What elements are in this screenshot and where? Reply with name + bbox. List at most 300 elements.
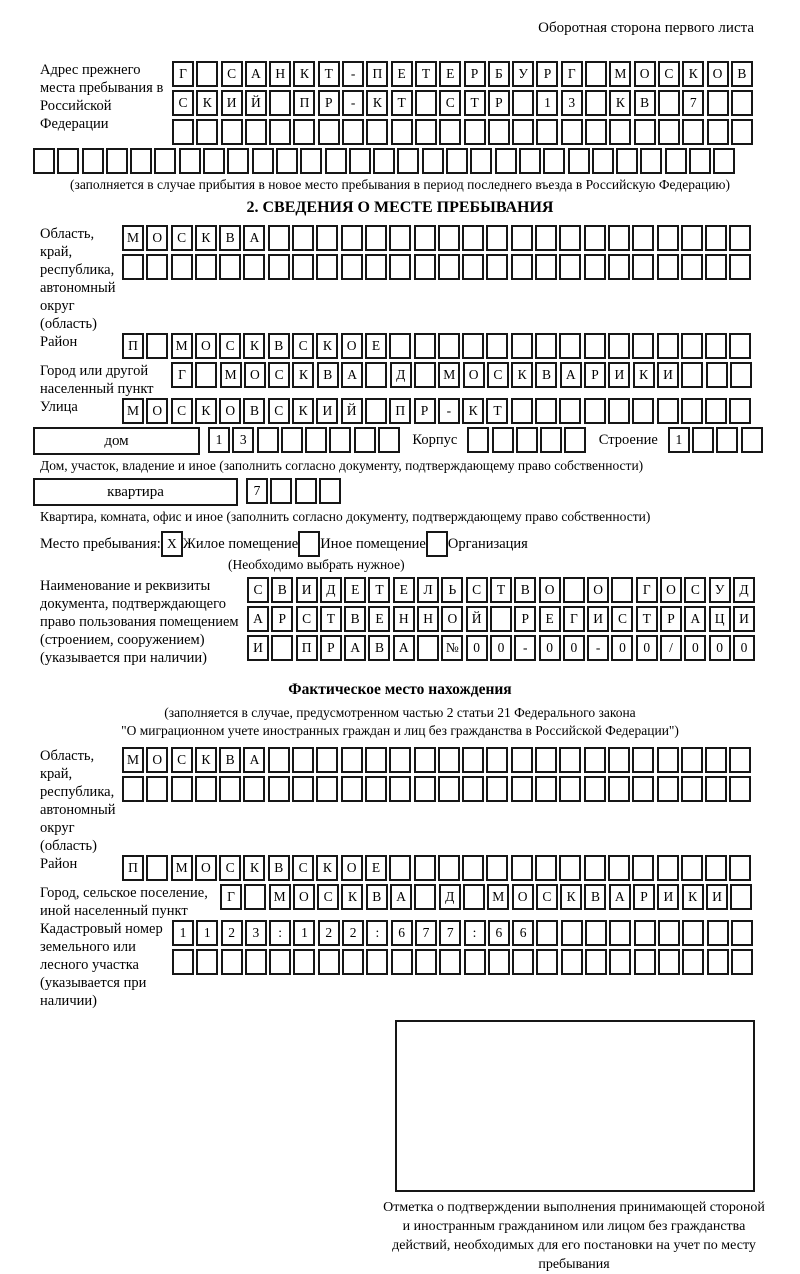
- char-box[interactable]: [568, 148, 590, 174]
- char-box[interactable]: Р: [464, 61, 486, 87]
- char-box[interactable]: [608, 776, 630, 802]
- char-box[interactable]: И: [221, 90, 243, 116]
- char-box[interactable]: [122, 776, 144, 802]
- char-box[interactable]: [146, 333, 168, 359]
- char-box[interactable]: [729, 398, 751, 424]
- char-box[interactable]: С: [219, 855, 241, 881]
- char-box[interactable]: [486, 254, 508, 280]
- char-box[interactable]: Т: [415, 61, 437, 87]
- char-box[interactable]: [245, 119, 267, 145]
- char-box[interactable]: Т: [368, 577, 390, 603]
- char-box[interactable]: [245, 949, 267, 975]
- char-box[interactable]: [438, 254, 460, 280]
- char-box[interactable]: [729, 254, 751, 280]
- char-box[interactable]: 1: [536, 90, 558, 116]
- char-box[interactable]: В: [271, 577, 293, 603]
- char-box[interactable]: [341, 747, 363, 773]
- char-box[interactable]: [713, 148, 735, 174]
- char-box[interactable]: [318, 949, 340, 975]
- char-box[interactable]: [559, 225, 581, 251]
- char-box[interactable]: [511, 776, 533, 802]
- char-box[interactable]: О: [463, 362, 485, 388]
- char-box[interactable]: О: [539, 577, 561, 603]
- char-box[interactable]: [559, 398, 581, 424]
- char-box[interactable]: 0: [733, 635, 755, 661]
- char-box[interactable]: [681, 225, 703, 251]
- char-box[interactable]: [486, 776, 508, 802]
- char-box[interactable]: [195, 776, 217, 802]
- char-box[interactable]: [657, 855, 679, 881]
- char-box[interactable]: [341, 225, 363, 251]
- char-box[interactable]: И: [706, 884, 728, 910]
- char-box[interactable]: [657, 254, 679, 280]
- char-box[interactable]: [106, 148, 128, 174]
- char-box[interactable]: [268, 776, 290, 802]
- char-box[interactable]: 6: [512, 920, 534, 946]
- char-box[interactable]: [415, 90, 437, 116]
- char-box[interactable]: [414, 333, 436, 359]
- char-box[interactable]: Т: [486, 398, 508, 424]
- char-box[interactable]: Т: [391, 90, 413, 116]
- char-box[interactable]: А: [684, 606, 706, 632]
- char-box[interactable]: О: [587, 577, 609, 603]
- char-box[interactable]: [731, 949, 753, 975]
- char-box[interactable]: Е: [368, 606, 390, 632]
- char-box[interactable]: 0: [684, 635, 706, 661]
- char-box[interactable]: [342, 949, 364, 975]
- char-box[interactable]: Д: [320, 577, 342, 603]
- char-box[interactable]: [731, 920, 753, 946]
- char-box[interactable]: [705, 747, 727, 773]
- char-box[interactable]: Е: [539, 606, 561, 632]
- char-box[interactable]: О: [195, 855, 217, 881]
- char-box[interactable]: М: [122, 225, 144, 251]
- char-box[interactable]: [414, 884, 436, 910]
- char-box[interactable]: 7: [439, 920, 461, 946]
- char-box[interactable]: Р: [633, 884, 655, 910]
- char-box[interactable]: [543, 148, 565, 174]
- char-box[interactable]: П: [296, 635, 318, 661]
- char-box[interactable]: Р: [271, 606, 293, 632]
- char-box[interactable]: 0: [636, 635, 658, 661]
- char-box[interactable]: [438, 747, 460, 773]
- char-box[interactable]: [268, 747, 290, 773]
- char-box[interactable]: [269, 90, 291, 116]
- char-box[interactable]: [462, 776, 484, 802]
- char-box[interactable]: [293, 119, 315, 145]
- char-box[interactable]: [268, 225, 290, 251]
- char-box[interactable]: [584, 776, 606, 802]
- char-box[interactable]: И: [247, 635, 269, 661]
- char-box[interactable]: Р: [488, 90, 510, 116]
- char-box[interactable]: [682, 119, 704, 145]
- char-box[interactable]: [516, 427, 538, 453]
- char-box[interactable]: Р: [318, 90, 340, 116]
- checkbox-zhiloe[interactable]: X: [161, 531, 183, 557]
- char-box[interactable]: К: [316, 333, 338, 359]
- char-box[interactable]: [196, 119, 218, 145]
- char-box[interactable]: У: [512, 61, 534, 87]
- char-box[interactable]: [349, 148, 371, 174]
- char-box[interactable]: [716, 427, 738, 453]
- char-box[interactable]: [219, 776, 241, 802]
- char-box[interactable]: М: [171, 855, 193, 881]
- char-box[interactable]: [195, 254, 217, 280]
- char-box[interactable]: [146, 855, 168, 881]
- char-box[interactable]: [632, 776, 654, 802]
- char-box[interactable]: [608, 225, 630, 251]
- char-box[interactable]: [729, 333, 751, 359]
- char-box[interactable]: [365, 747, 387, 773]
- char-box[interactable]: 0: [539, 635, 561, 661]
- char-box[interactable]: [632, 254, 654, 280]
- char-box[interactable]: [414, 225, 436, 251]
- char-box[interactable]: [257, 427, 279, 453]
- char-box[interactable]: [535, 225, 557, 251]
- char-box[interactable]: С: [247, 577, 269, 603]
- char-box[interactable]: -: [342, 61, 364, 87]
- char-box[interactable]: К: [462, 398, 484, 424]
- char-box[interactable]: К: [609, 90, 631, 116]
- char-box[interactable]: Г: [636, 577, 658, 603]
- char-box[interactable]: [130, 148, 152, 174]
- char-box[interactable]: [559, 333, 581, 359]
- char-box[interactable]: К: [511, 362, 533, 388]
- char-box[interactable]: [389, 254, 411, 280]
- char-box[interactable]: [535, 333, 557, 359]
- char-box[interactable]: С: [658, 61, 680, 87]
- char-box[interactable]: С: [292, 333, 314, 359]
- char-box[interactable]: [422, 148, 444, 174]
- char-box[interactable]: И: [733, 606, 755, 632]
- char-box[interactable]: [221, 119, 243, 145]
- char-box[interactable]: В: [243, 398, 265, 424]
- char-box[interactable]: Р: [514, 606, 536, 632]
- char-box[interactable]: [536, 920, 558, 946]
- checkbox-org[interactable]: [426, 531, 448, 557]
- char-box[interactable]: [300, 148, 322, 174]
- char-box[interactable]: [535, 776, 557, 802]
- char-box[interactable]: [608, 855, 630, 881]
- char-box[interactable]: [470, 148, 492, 174]
- char-box[interactable]: В: [634, 90, 656, 116]
- char-box[interactable]: М: [171, 333, 193, 359]
- char-box[interactable]: [729, 776, 751, 802]
- char-box[interactable]: -: [438, 398, 460, 424]
- char-box[interactable]: Т: [318, 61, 340, 87]
- char-box[interactable]: [486, 855, 508, 881]
- char-box[interactable]: В: [268, 333, 290, 359]
- char-box[interactable]: [486, 333, 508, 359]
- char-box[interactable]: [682, 949, 704, 975]
- char-box[interactable]: [585, 61, 607, 87]
- char-box[interactable]: [462, 855, 484, 881]
- char-box[interactable]: [221, 949, 243, 975]
- char-box[interactable]: [179, 148, 201, 174]
- char-box[interactable]: [365, 398, 387, 424]
- char-box[interactable]: О: [146, 747, 168, 773]
- char-box[interactable]: О: [195, 333, 217, 359]
- char-box[interactable]: С: [219, 333, 241, 359]
- char-box[interactable]: [611, 577, 633, 603]
- char-box[interactable]: [292, 254, 314, 280]
- char-box[interactable]: -: [514, 635, 536, 661]
- char-box[interactable]: [495, 148, 517, 174]
- char-box[interactable]: [462, 747, 484, 773]
- char-box[interactable]: А: [390, 884, 412, 910]
- char-box[interactable]: С: [466, 577, 488, 603]
- char-box[interactable]: [319, 478, 341, 504]
- char-box[interactable]: Г: [563, 606, 585, 632]
- char-box[interactable]: Н: [393, 606, 415, 632]
- char-box[interactable]: О: [512, 884, 534, 910]
- char-box[interactable]: 0: [466, 635, 488, 661]
- char-box[interactable]: В: [731, 61, 753, 87]
- char-box[interactable]: [608, 398, 630, 424]
- char-box[interactable]: [365, 362, 387, 388]
- char-box[interactable]: [561, 949, 583, 975]
- char-box[interactable]: С: [171, 747, 193, 773]
- char-box[interactable]: [681, 855, 703, 881]
- char-box[interactable]: Е: [365, 855, 387, 881]
- char-box[interactable]: 6: [488, 920, 510, 946]
- char-box[interactable]: [462, 254, 484, 280]
- char-box[interactable]: [535, 398, 557, 424]
- char-box[interactable]: [244, 884, 266, 910]
- char-box[interactable]: Д: [390, 362, 412, 388]
- char-box[interactable]: [632, 333, 654, 359]
- char-box[interactable]: О: [146, 398, 168, 424]
- char-box[interactable]: [414, 254, 436, 280]
- char-box[interactable]: [389, 776, 411, 802]
- char-box[interactable]: [519, 148, 541, 174]
- char-box[interactable]: М: [487, 884, 509, 910]
- char-box[interactable]: [681, 254, 703, 280]
- char-box[interactable]: :: [464, 920, 486, 946]
- flat-box-label[interactable]: квартира: [33, 478, 238, 506]
- char-box[interactable]: [657, 398, 679, 424]
- char-box[interactable]: [658, 949, 680, 975]
- char-box[interactable]: [146, 776, 168, 802]
- char-box[interactable]: К: [195, 398, 217, 424]
- char-box[interactable]: [271, 635, 293, 661]
- char-box[interactable]: Т: [464, 90, 486, 116]
- char-box[interactable]: [584, 855, 606, 881]
- char-box[interactable]: [196, 949, 218, 975]
- char-box[interactable]: С: [487, 362, 509, 388]
- char-box[interactable]: О: [293, 884, 315, 910]
- char-box[interactable]: [414, 855, 436, 881]
- char-box[interactable]: К: [243, 855, 265, 881]
- char-box[interactable]: К: [341, 884, 363, 910]
- char-box[interactable]: [316, 225, 338, 251]
- char-box[interactable]: [632, 225, 654, 251]
- char-box[interactable]: [464, 119, 486, 145]
- char-box[interactable]: [511, 225, 533, 251]
- char-box[interactable]: 7: [246, 478, 268, 504]
- char-box[interactable]: [511, 254, 533, 280]
- char-box[interactable]: [584, 747, 606, 773]
- char-box[interactable]: :: [269, 920, 291, 946]
- char-box[interactable]: А: [560, 362, 582, 388]
- char-box[interactable]: С: [439, 90, 461, 116]
- char-box[interactable]: В: [219, 225, 241, 251]
- char-box[interactable]: Т: [490, 577, 512, 603]
- char-box[interactable]: [486, 225, 508, 251]
- char-box[interactable]: [632, 398, 654, 424]
- char-box[interactable]: Д: [733, 577, 755, 603]
- char-box[interactable]: Ь: [441, 577, 463, 603]
- char-box[interactable]: [492, 427, 514, 453]
- char-box[interactable]: [318, 119, 340, 145]
- char-box[interactable]: [196, 61, 218, 87]
- char-box[interactable]: [559, 747, 581, 773]
- char-box[interactable]: [512, 949, 534, 975]
- char-box[interactable]: [486, 747, 508, 773]
- char-box[interactable]: О: [244, 362, 266, 388]
- char-box[interactable]: С: [268, 398, 290, 424]
- char-box[interactable]: [171, 776, 193, 802]
- char-box[interactable]: Н: [417, 606, 439, 632]
- char-box[interactable]: 1: [172, 920, 194, 946]
- char-box[interactable]: [462, 333, 484, 359]
- char-box[interactable]: В: [366, 884, 388, 910]
- char-box[interactable]: В: [219, 747, 241, 773]
- char-box[interactable]: [563, 577, 585, 603]
- char-box[interactable]: [511, 747, 533, 773]
- char-box[interactable]: Й: [245, 90, 267, 116]
- char-box[interactable]: П: [389, 398, 411, 424]
- char-box[interactable]: [706, 362, 728, 388]
- char-box[interactable]: [657, 747, 679, 773]
- char-box[interactable]: [389, 855, 411, 881]
- char-box[interactable]: П: [366, 61, 388, 87]
- char-box[interactable]: [682, 920, 704, 946]
- char-box[interactable]: О: [146, 225, 168, 251]
- char-box[interactable]: [512, 90, 534, 116]
- char-box[interactable]: И: [657, 884, 679, 910]
- char-box[interactable]: К: [316, 855, 338, 881]
- char-box[interactable]: [293, 949, 315, 975]
- char-box[interactable]: [414, 776, 436, 802]
- char-box[interactable]: [227, 148, 249, 174]
- char-box[interactable]: [705, 225, 727, 251]
- char-box[interactable]: [462, 225, 484, 251]
- char-box[interactable]: Е: [393, 577, 415, 603]
- char-box[interactable]: [269, 119, 291, 145]
- char-box[interactable]: [365, 254, 387, 280]
- char-box[interactable]: [665, 148, 687, 174]
- char-box[interactable]: К: [366, 90, 388, 116]
- char-box[interactable]: [397, 148, 419, 174]
- char-box[interactable]: [657, 776, 679, 802]
- char-box[interactable]: П: [293, 90, 315, 116]
- char-box[interactable]: [488, 949, 510, 975]
- char-box[interactable]: [325, 148, 347, 174]
- char-box[interactable]: М: [220, 362, 242, 388]
- char-box[interactable]: 0: [563, 635, 585, 661]
- char-box[interactable]: [389, 333, 411, 359]
- char-box[interactable]: 6: [391, 920, 413, 946]
- char-box[interactable]: М: [609, 61, 631, 87]
- char-box[interactable]: М: [122, 398, 144, 424]
- char-box[interactable]: 1: [668, 427, 690, 453]
- char-box[interactable]: А: [393, 635, 415, 661]
- char-box[interactable]: 0: [709, 635, 731, 661]
- char-box[interactable]: [389, 747, 411, 773]
- char-box[interactable]: [414, 362, 436, 388]
- char-box[interactable]: [341, 254, 363, 280]
- char-box[interactable]: [354, 427, 376, 453]
- char-box[interactable]: [729, 747, 751, 773]
- char-box[interactable]: К: [243, 333, 265, 359]
- char-box[interactable]: В: [344, 606, 366, 632]
- char-box[interactable]: [634, 949, 656, 975]
- char-box[interactable]: [705, 398, 727, 424]
- char-box[interactable]: Г: [561, 61, 583, 87]
- char-box[interactable]: С: [221, 61, 243, 87]
- char-box[interactable]: С: [536, 884, 558, 910]
- char-box[interactable]: [658, 119, 680, 145]
- char-box[interactable]: В: [514, 577, 536, 603]
- char-box[interactable]: [731, 119, 753, 145]
- char-box[interactable]: [561, 920, 583, 946]
- char-box[interactable]: [592, 148, 614, 174]
- char-box[interactable]: О: [219, 398, 241, 424]
- char-box[interactable]: У: [709, 577, 731, 603]
- char-box[interactable]: [540, 427, 562, 453]
- char-box[interactable]: [391, 949, 413, 975]
- char-box[interactable]: С: [172, 90, 194, 116]
- char-box[interactable]: [609, 920, 631, 946]
- char-box[interactable]: [316, 747, 338, 773]
- char-box[interactable]: [438, 776, 460, 802]
- char-box[interactable]: Р: [320, 635, 342, 661]
- char-box[interactable]: [366, 119, 388, 145]
- char-box[interactable]: [439, 119, 461, 145]
- char-box[interactable]: Т: [636, 606, 658, 632]
- char-box[interactable]: 1: [208, 427, 230, 453]
- char-box[interactable]: -: [587, 635, 609, 661]
- char-box[interactable]: С: [684, 577, 706, 603]
- char-box[interactable]: [559, 254, 581, 280]
- char-box[interactable]: С: [268, 362, 290, 388]
- char-box[interactable]: И: [587, 606, 609, 632]
- char-box[interactable]: О: [660, 577, 682, 603]
- char-box[interactable]: О: [634, 61, 656, 87]
- char-box[interactable]: [561, 119, 583, 145]
- char-box[interactable]: [681, 398, 703, 424]
- char-box[interactable]: [488, 119, 510, 145]
- char-box[interactable]: [373, 148, 395, 174]
- char-box[interactable]: Р: [414, 398, 436, 424]
- char-box[interactable]: [171, 254, 193, 280]
- char-box[interactable]: /: [660, 635, 682, 661]
- char-box[interactable]: А: [243, 225, 265, 251]
- char-box[interactable]: [292, 747, 314, 773]
- char-box[interactable]: [616, 148, 638, 174]
- char-box[interactable]: [741, 427, 763, 453]
- char-box[interactable]: С: [171, 225, 193, 251]
- char-box[interactable]: [511, 398, 533, 424]
- char-box[interactable]: :: [366, 920, 388, 946]
- char-box[interactable]: [464, 949, 486, 975]
- char-box[interactable]: [689, 148, 711, 174]
- char-box[interactable]: С: [611, 606, 633, 632]
- char-box[interactable]: Е: [365, 333, 387, 359]
- char-box[interactable]: [305, 427, 327, 453]
- char-box[interactable]: Й: [341, 398, 363, 424]
